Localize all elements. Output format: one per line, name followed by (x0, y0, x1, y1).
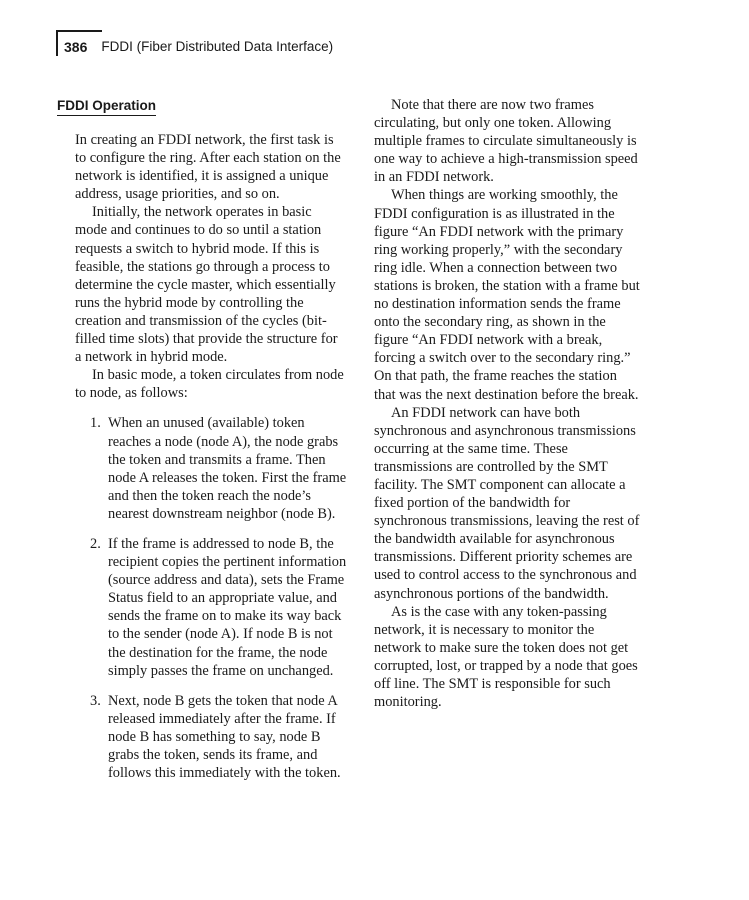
numbered-list (75, 414, 347, 782)
list-item (75, 535, 347, 680)
running-title: FDDI (Fiber Distributed Data Interface) (101, 39, 334, 54)
right-column (374, 96, 642, 711)
list-item (75, 692, 347, 782)
running-header (56, 30, 333, 56)
section-title: FDDI Operation (57, 98, 156, 116)
paragraph: Initially, the network operates in basic mode and continues to do so until a station requests a switch to hybrid mode. If this is feasible, the stations go through a process to determine the cycle master, which essentially runs the hybrid mode by controlling the creation and transmission of the cycles (bit-filled time slots) that provide the structure for a network in hybrid mode. (75, 204, 338, 366)
list-text: If the frame is addressed to node B, the recipient copies the pertinent information (source address and data), sets the Frame Status field to an appropriate value, and sends the frame on to make its way back to the sender (node A). If node B is not the destination for the frame, the node simply passes the frame on unchanged. (108, 535, 347, 679)
list-number: 2. (90, 535, 101, 552)
paragraph: In basic mode, a token circulates from node to node, as follows: (75, 367, 344, 402)
paragraph: In creating an FDDI network, the first task is to configure the ring. After each station on the network is identified, it is assigned a unique address, usage priorities, and so on. (75, 132, 341, 203)
paragraph: When things are working smoothly, the FDDI configuration is as illustrated in the figure “An FDDI network with the primary ring working properly,” with the secondary ring idle. When a connection between two stations is broken, the station with a frame but no destination information sends the frame onto the secondary ring, as shown in the figure “An FDDI network with a break, forcing a switch over to the secondary ring.” On that path, the frame reaches the station that was the next destination before the break. (374, 187, 640, 403)
header-bar (56, 32, 58, 56)
list-text: Next, node B gets the token that node A released immediately after the frame. If node B has something to say, node B grabs the token, sends its frame, and follows this immediately with the token. (108, 692, 341, 782)
list-text: When an unused (available) token reaches a node (node A), the node grabs the token and transmits a frame. Then node A releases the token. First the frame and then the token reach the node’s nearest downstream neighbor (node B). (108, 415, 347, 522)
paragraph: An FDDI network can have both synchronous and asynchronous transmissions occurring at the same time. These transmissions are controlled by the SMT facility. The SMT component can allocate a fixed portion of the bandwidth for synchronous transmissions, leaving the rest of the bandwidth available for asynchronous transmissions. Different priority schemes are used to control access to the synchronous and asynchronous portions of the bandwidth. (374, 404, 640, 602)
page-number: 386 (64, 39, 88, 55)
paragraph: As is the case with any token-passing network, it is necessary to monitor the network to make sure the token does not get corrupted, lost, or trapped by a node that goes off line. The SMT is responsible for such monitoring. (374, 603, 638, 711)
list-number: 3. (90, 692, 101, 709)
left-column (75, 131, 347, 794)
list-number: 1. (90, 415, 101, 432)
list-item (75, 414, 347, 523)
paragraph: Note that there are now two frames circulating, but only one token. Allowing multiple frames to circulate simultaneously is one way to achieve a high-transmission speed in an FDDI network. (374, 97, 638, 186)
